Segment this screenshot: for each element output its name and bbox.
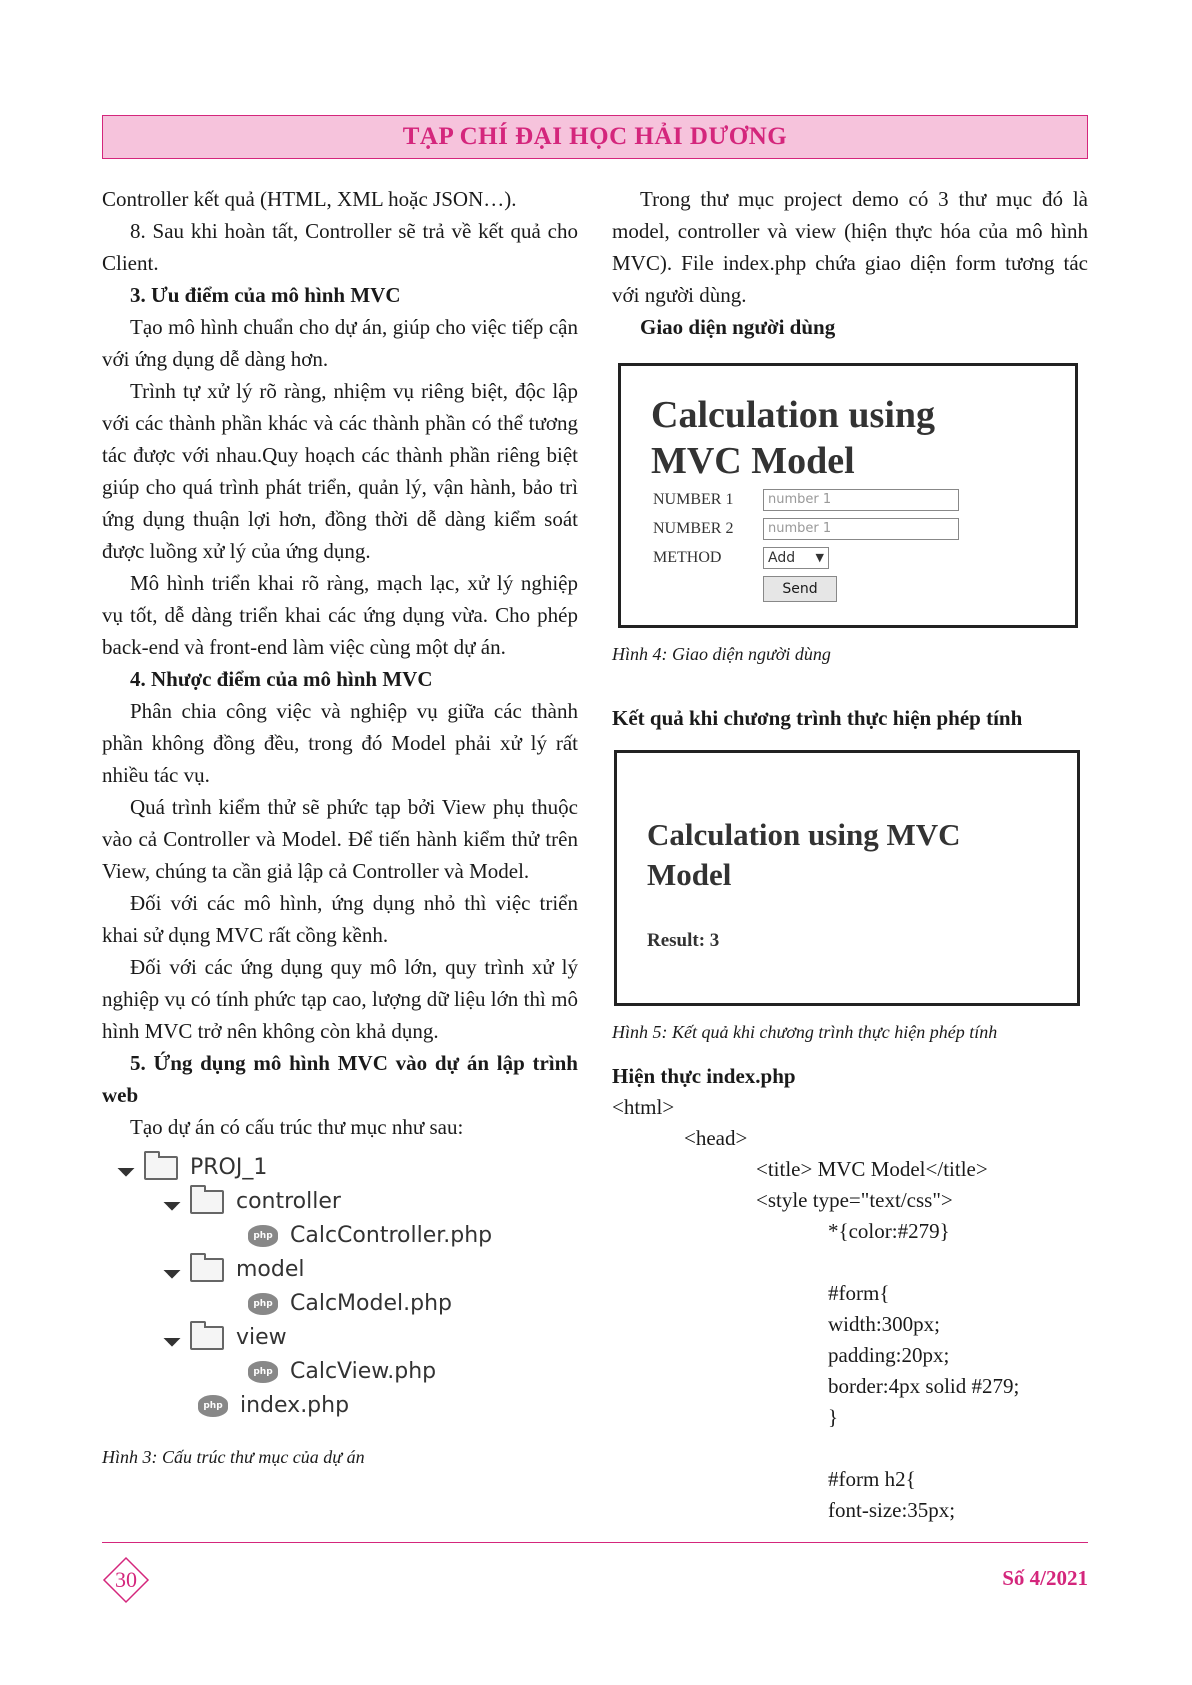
- send-button[interactable]: Send: [763, 576, 837, 602]
- figure-caption: Hình 3: Cấu trúc thư mục của dự án: [102, 1447, 365, 1467]
- code-line: font-size:35px;: [828, 1498, 956, 1522]
- tree-item-label: index.php: [240, 1393, 350, 1418]
- tree-item-label: CalcModel.php: [290, 1291, 452, 1316]
- number1-label: NUMBER 1: [653, 491, 734, 508]
- result-text: Result: 3: [647, 930, 720, 951]
- section-heading-ui: Giao diện người dùng: [640, 315, 836, 339]
- right-column: [612, 183, 1088, 1526]
- code-line: border:4px solid #279;: [828, 1374, 1020, 1398]
- journal-title: TẠP CHÍ ĐẠI HỌC HẢI DƯƠNG: [402, 123, 788, 150]
- footer-rule: [102, 1542, 1088, 1543]
- folder-icon: [190, 1326, 224, 1350]
- paragraph: Trong thư mục project demo có 3 thư mục đó là model, controller và view (hiện thực hóa của mô hình MVC). File index.php chứa giao diện form tương tác với người dùng.: [612, 187, 1088, 307]
- code-line: <style type="text/css">: [756, 1188, 953, 1212]
- paragraph: Quá trình kiểm thử sẽ phức tạp bởi View phụ thuộc vào cả Controller và Model. Để tiến hành kiểm thử trên View, chúng ta cần giả lập cả Controller và Model.: [102, 795, 578, 883]
- form-row-number2: [653, 517, 959, 541]
- paragraph: Trình tự xử lý rõ ràng, nhiệm vụ riêng biệt, độc lập với các thành phần khác và các thành phần có thể tương tác được với nhau.Quy hoạch các thành phần riêng biệt giúp cho quá trình phát triển, quản lý, vận hành, bảo trì ứng dụng thuận lợi hơn, đồng thời dễ dàng kiểm soát được luồng xử lý của ứng dụng.: [102, 379, 578, 563]
- section-heading-result: Kết quả khi chương trình thực hiện phép tính: [612, 706, 1023, 730]
- number2-label: NUMBER 2: [653, 520, 734, 537]
- left-column: [102, 183, 578, 1473]
- figure-caption: Hình 5: Kết quả khi chương trình thực hiện phép tính: [612, 1022, 998, 1042]
- folder-tree: [102, 1149, 578, 1449]
- paragraph: Đối với các mô hình, ứng dụng nhỏ thì việc triển khai sử dụng MVC rất cồng kềnh.: [102, 891, 578, 947]
- tree-item-index: [198, 1389, 349, 1423]
- tree-item-label: CalcController.php: [290, 1223, 493, 1248]
- page-number: 30: [115, 1567, 137, 1592]
- section-heading-advantages: 3. Ưu điểm của mô hình MVC: [130, 283, 401, 307]
- code-blank-line: [612, 1433, 1088, 1464]
- code-line: <head>: [684, 1126, 748, 1150]
- code-line: #form{: [828, 1281, 890, 1305]
- folder-icon: [190, 1258, 224, 1282]
- paragraph: Đối với các ứng dụng quy mô lớn, quy trình xử lý nghiệp vụ có tính phức tạp cao, lượng dữ liệu lớn thì mô hình MVC trở nên không còn khả dụng.: [102, 955, 578, 1043]
- expand-arrow-icon: [164, 1194, 181, 1211]
- figure-result: [614, 750, 1080, 1006]
- expand-arrow-icon: [118, 1160, 135, 1177]
- paragraph: Tạo dự án có cấu trúc thư mục như sau:: [130, 1115, 464, 1139]
- folder-icon: [144, 1156, 178, 1180]
- tree-item-controller: [166, 1185, 341, 1219]
- php-file-icon: php: [248, 1225, 278, 1247]
- form-row-number1: [653, 488, 959, 512]
- result-heading-line: Calculation using MVC: [647, 817, 961, 852]
- tree-item-view: [166, 1321, 287, 1355]
- tree-item-calc-controller: [248, 1219, 492, 1253]
- result-heading: [647, 815, 960, 895]
- php-file-icon: php: [248, 1361, 278, 1383]
- paragraph: Mô hình triển khai rõ ràng, mạch lạc, xử lý nghiệp vụ tốt, dễ dàng triển khai các ứng dụng vừa. Cho phép back-end và front-end làm việc cùng một dự án.: [102, 571, 578, 659]
- method-label: METHOD: [653, 549, 722, 566]
- tree-item-label: model: [236, 1257, 305, 1282]
- paragraph: Tạo mô hình chuẩn cho dự án, giúp cho việc tiếp cận với ứng dụng dễ dàng hơn.: [102, 315, 578, 371]
- number2-input[interactable]: number 1: [763, 518, 959, 540]
- number1-input[interactable]: number 1: [763, 489, 959, 511]
- folder-icon: [190, 1190, 224, 1214]
- paragraph: Phân chia công việc và nghiệp vụ giữa các thành phần không đồng đều, trong đó Model phải xử lý rất nhiều tác vụ.: [102, 699, 578, 787]
- form-heading-line: MVC Model: [651, 440, 855, 482]
- code-listing: [612, 1092, 1088, 1526]
- result-heading-line: Model: [647, 857, 732, 892]
- paragraph: 8. Sau khi hoàn tất, Controller sẽ trả về kết quả cho Client.: [102, 219, 578, 275]
- form-heading: [651, 392, 935, 484]
- code-line: width:300px;: [828, 1312, 941, 1336]
- php-file-icon: php: [198, 1395, 228, 1417]
- chevron-down-icon: ▼: [815, 551, 824, 564]
- journal-header: [102, 115, 1088, 159]
- code-line: #form h2{: [828, 1467, 916, 1491]
- section-heading-index: Hiện thực index.php: [612, 1064, 796, 1088]
- expand-arrow-icon: [164, 1262, 181, 1279]
- code-line: <title> MVC Model</title>: [756, 1157, 988, 1181]
- code-line: *{color:#279}: [828, 1219, 950, 1243]
- code-line: padding:20px;: [828, 1343, 950, 1367]
- php-file-icon: php: [248, 1293, 278, 1315]
- expand-arrow-icon: [164, 1330, 181, 1347]
- tree-item-model: [166, 1253, 305, 1287]
- section-heading-disadvantages: 4. Nhược điểm của mô hình MVC: [130, 667, 433, 691]
- tree-item-label: CalcView.php: [290, 1359, 437, 1384]
- code-line: }: [828, 1405, 839, 1429]
- tree-item-label: controller: [236, 1189, 341, 1214]
- method-select[interactable]: [763, 547, 829, 569]
- tree-item-root: [120, 1151, 267, 1185]
- figure-ui-form: [618, 363, 1078, 628]
- section-heading-application: 5. Ứng dụng mô hình MVC vào dự án lập trình web: [102, 1051, 578, 1107]
- form-heading-line: Calculation using: [651, 394, 936, 436]
- issue-number: Số 4/2021: [1002, 1566, 1088, 1590]
- form-row-method: [653, 546, 829, 570]
- code-blank-line: [612, 1247, 1088, 1278]
- tree-item-label: view: [236, 1325, 287, 1350]
- code-line: <html>: [612, 1095, 675, 1119]
- tree-item-calc-model: [248, 1287, 452, 1321]
- method-select-value: Add: [768, 550, 796, 566]
- paragraph: Controller kết quả (HTML, XML hoặc JSON…).: [102, 187, 517, 211]
- figure-caption: Hình 4: Giao diện người dùng: [612, 644, 831, 664]
- tree-item-label: PROJ_1: [190, 1155, 268, 1180]
- tree-item-calc-view: [248, 1355, 436, 1389]
